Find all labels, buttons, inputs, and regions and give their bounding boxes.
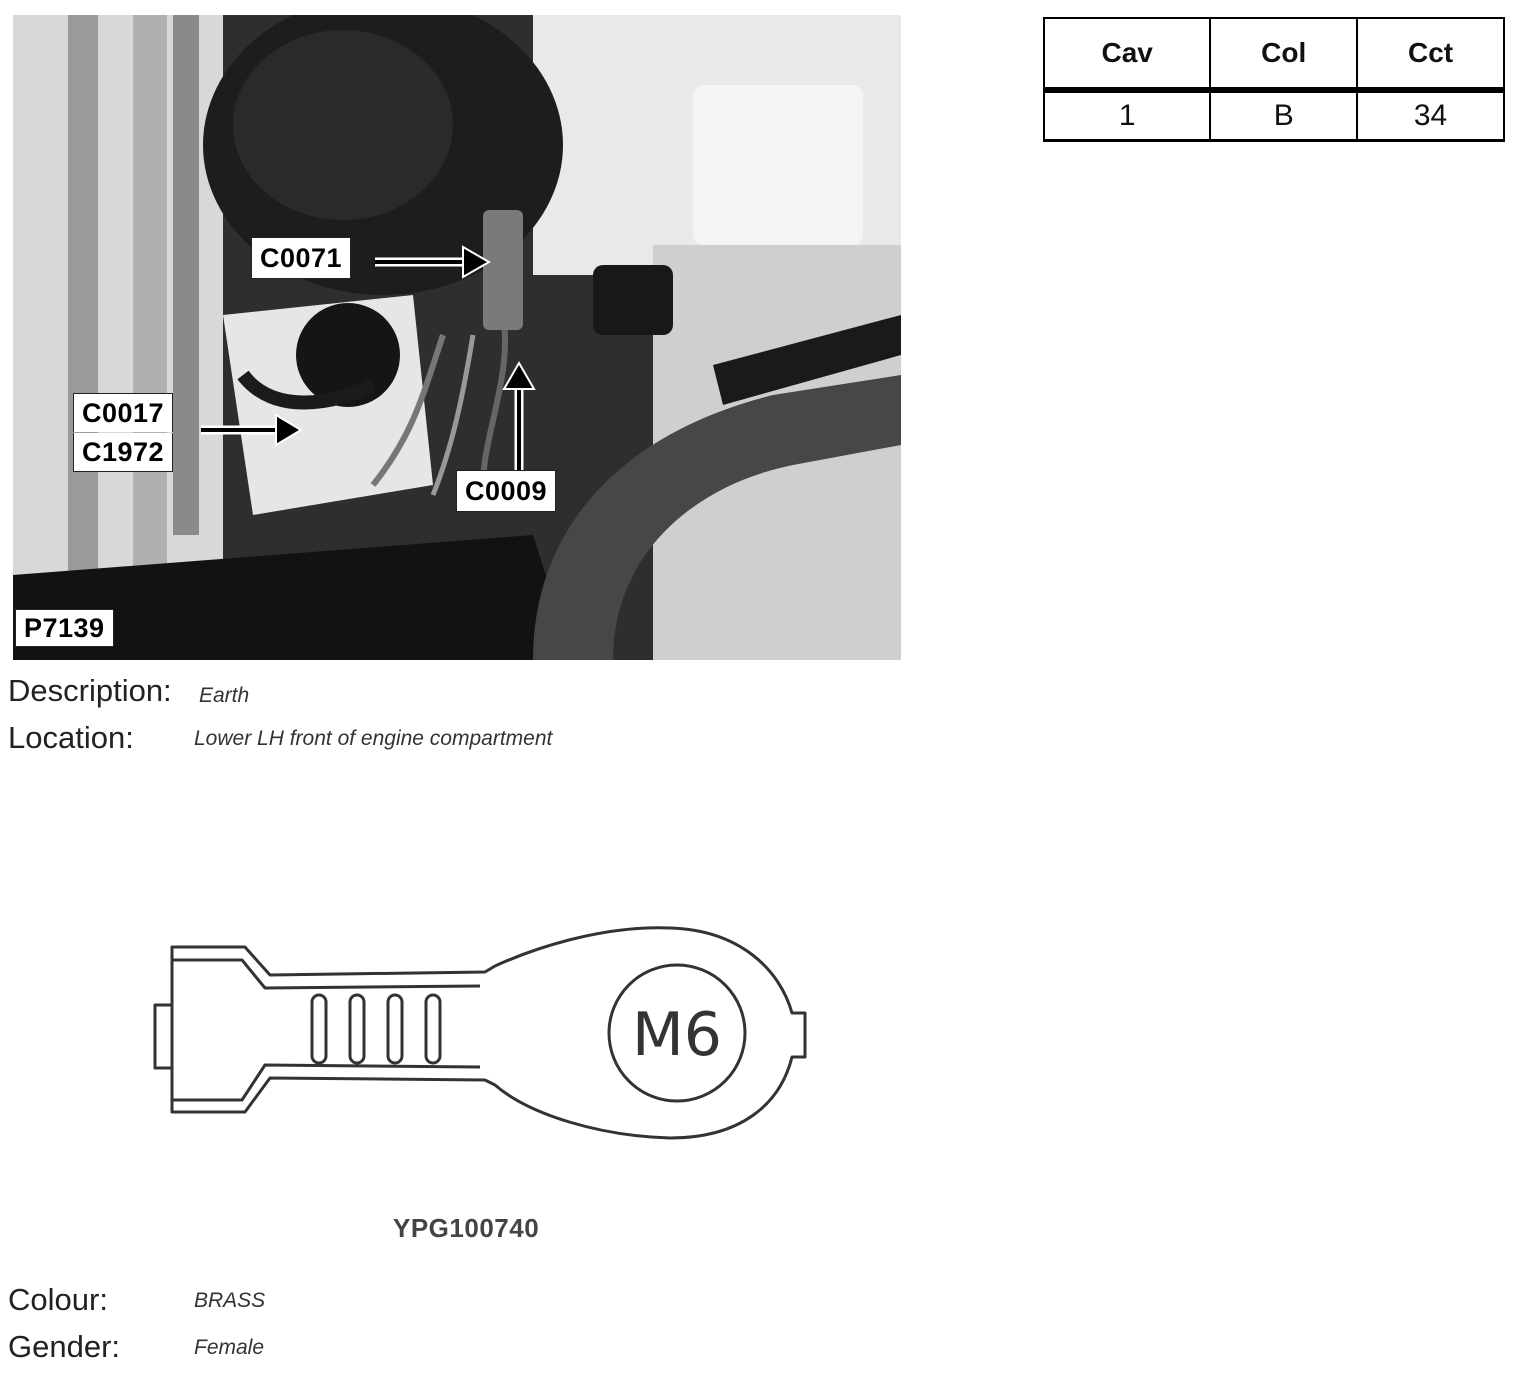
engine-bay-image — [13, 15, 901, 660]
callout-c0009: C0009 — [456, 470, 556, 512]
gender-value: Female — [194, 1336, 265, 1359]
cell-cav: 1 — [1044, 90, 1210, 141]
callout-c0071: C0071 — [251, 237, 351, 279]
header-cav: Cav — [1044, 18, 1210, 90]
part-number: YPG100740 — [393, 1213, 540, 1243]
stud-size-label: M6 — [632, 1000, 722, 1070]
callout-c0017: C0017 — [73, 393, 173, 432]
cavity-table — [1043, 17, 1505, 142]
description-label: Description: — [8, 673, 172, 708]
location-value: Lower LH front of engine compartment — [194, 727, 553, 750]
ring-terminal-drawing — [150, 920, 820, 1150]
header-col: Col — [1210, 18, 1357, 90]
colour-value: BRASS — [194, 1289, 266, 1312]
table-header-row — [1044, 18, 1504, 90]
header-cct: Cct — [1357, 18, 1504, 90]
colour-label: Colour: — [8, 1282, 108, 1317]
table-row — [1044, 90, 1504, 141]
location-label: Location: — [8, 720, 134, 755]
description-value: Earth — [199, 684, 250, 707]
connector-location-photo — [13, 15, 901, 660]
gender-label: Gender: — [8, 1329, 121, 1364]
photo-reference: P7139 — [15, 609, 114, 647]
cell-cct: 34 — [1357, 90, 1504, 141]
cell-col: B — [1210, 90, 1357, 141]
callout-c1972: C1972 — [73, 433, 173, 472]
